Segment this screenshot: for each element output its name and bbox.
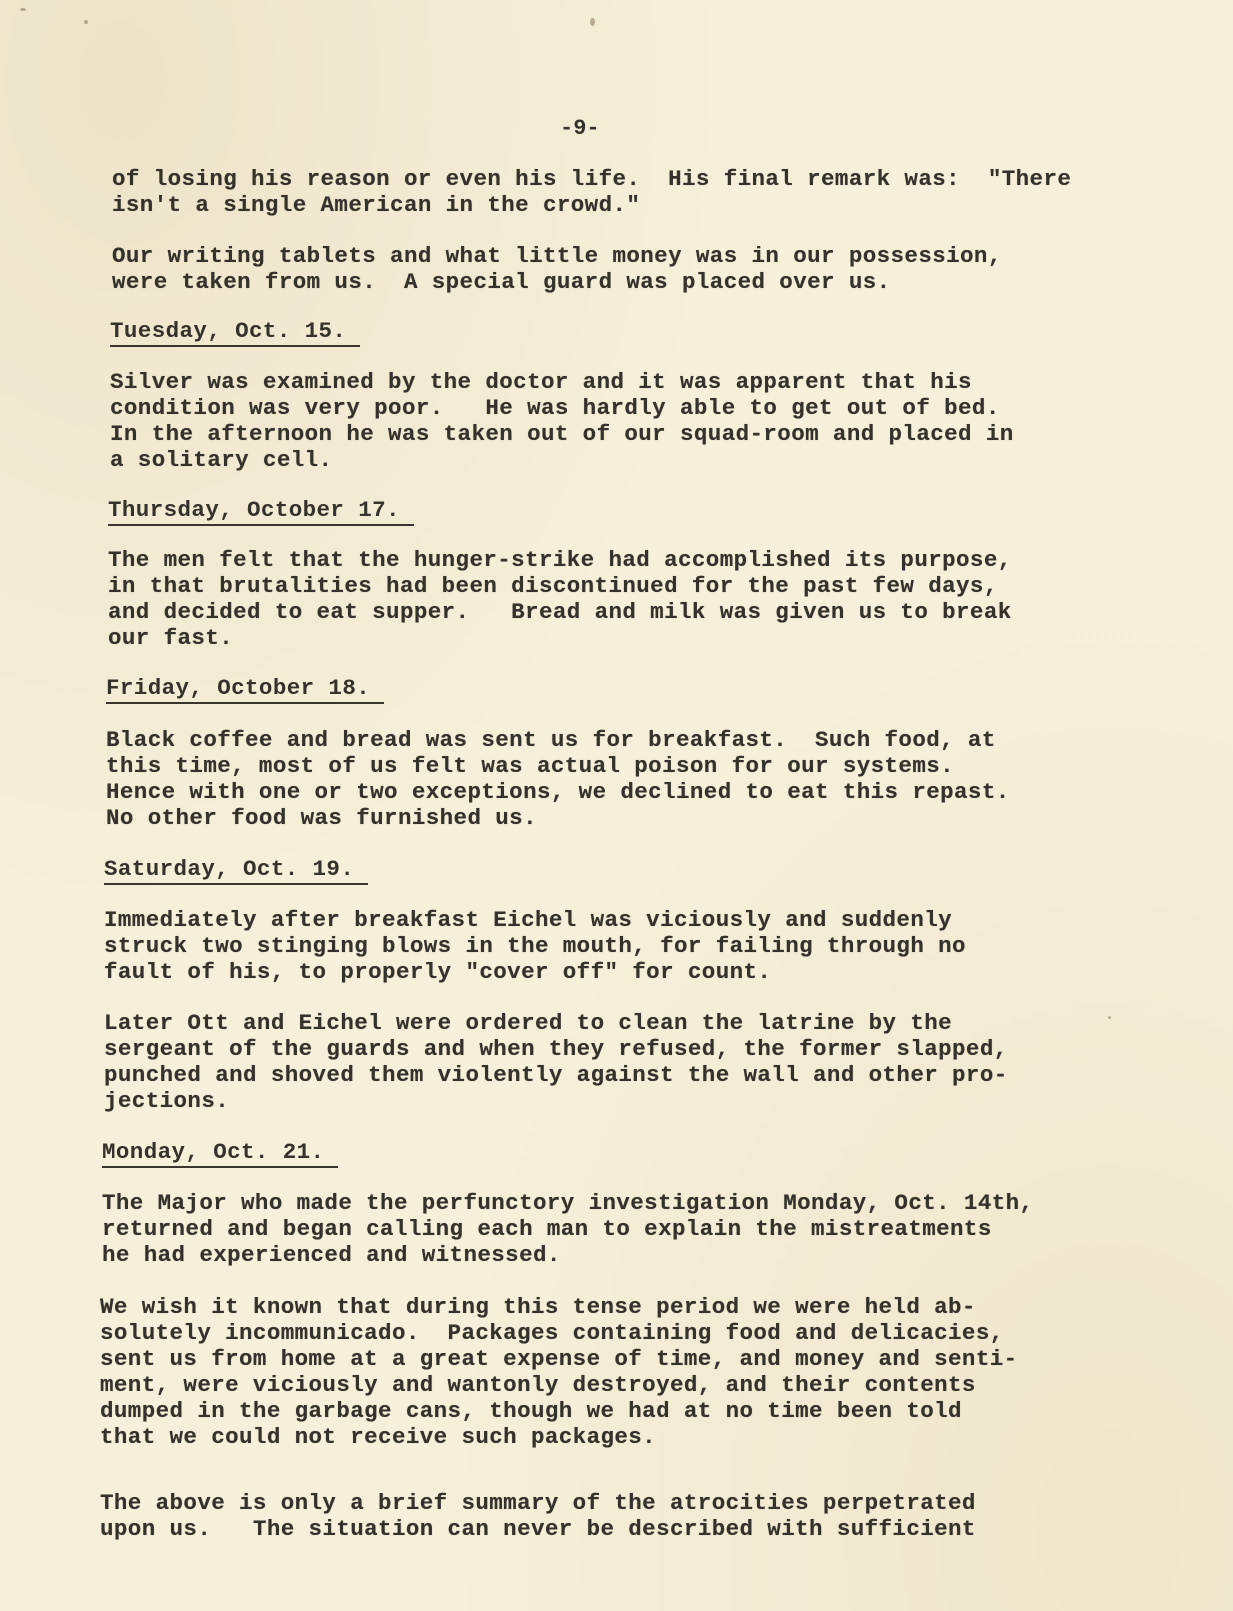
text-line: a solitary cell. bbox=[110, 447, 333, 473]
text-line: upon us. The situation can never be described with sufficient bbox=[100, 1516, 976, 1542]
text-line: In the afternoon he was taken out of our squad-room and placed in bbox=[110, 421, 1014, 447]
paper-speck bbox=[590, 18, 595, 26]
date-heading: Monday, Oct. 21. bbox=[102, 1139, 338, 1168]
text-line: We wish it known that during this tense period we were held ab- bbox=[100, 1294, 976, 1320]
paper-speck bbox=[20, 8, 26, 11]
text-line: fault of his, to properly "cover off" for count. bbox=[104, 959, 772, 985]
text-line: were taken from us. A special guard was placed over us. bbox=[112, 269, 891, 295]
date-heading: Thursday, October 17. bbox=[108, 497, 414, 526]
text-line: our fast. bbox=[108, 625, 234, 651]
text-line: of losing his reason or even his life. His final remark was: "There bbox=[112, 166, 1072, 192]
text-line: returned and began calling each man to explain the mistreatments bbox=[102, 1216, 992, 1242]
text-line: The men felt that the hunger-strike had accomplished its purpose, bbox=[108, 547, 1012, 573]
text-line: this time, most of us felt was actual poison for our systems. bbox=[106, 753, 955, 779]
text-line: dumped in the garbage cans, though we had at no time been told bbox=[100, 1398, 962, 1424]
text-line: in that brutalities had been discontinued for the past few days, bbox=[108, 573, 998, 599]
text-line: punched and shoved them violently against the wall and other pro- bbox=[104, 1062, 1008, 1088]
text-line: struck two stinging blows in the mouth, for failing through no bbox=[104, 933, 966, 959]
text-line: The above is only a brief summary of the atrocities perpetrated bbox=[100, 1490, 976, 1516]
paper-speck bbox=[1108, 1016, 1111, 1019]
text-line: condition was very poor. He was hardly able to get out of bed. bbox=[110, 395, 1000, 421]
text-line: isn't a single American in the crowd." bbox=[112, 192, 641, 218]
date-heading: Friday, October 18. bbox=[106, 675, 384, 704]
text-line: ment, were viciously and wantonly destroyed, and their contents bbox=[100, 1372, 976, 1398]
date-heading: Tuesday, Oct. 15. bbox=[110, 318, 360, 347]
paper-speck bbox=[84, 20, 88, 24]
text-line: he had experienced and witnessed. bbox=[102, 1242, 561, 1268]
text-line: Hence with one or two exceptions, we declined to eat this repast. bbox=[106, 779, 1010, 805]
text-line: Our writing tablets and what little money was in our possession, bbox=[112, 243, 1002, 269]
text-line: Silver was examined by the doctor and it was apparent that his bbox=[110, 369, 972, 395]
text-line: Black coffee and bread was sent us for breakfast. Such food, at bbox=[106, 727, 996, 753]
text-line: jections. bbox=[104, 1088, 230, 1114]
text-line: sent us from home at a great expense of time, and money and senti- bbox=[100, 1346, 1018, 1372]
text-line: No other food was furnished us. bbox=[106, 805, 537, 831]
text-line: Immediately after breakfast Eichel was viciously and suddenly bbox=[104, 907, 953, 933]
text-line: that we could not receive such packages. bbox=[100, 1424, 657, 1450]
text-line: Later Ott and Eichel were ordered to clean the latrine by the bbox=[104, 1010, 953, 1036]
date-heading: Saturday, Oct. 19. bbox=[104, 856, 368, 885]
text-line: solutely incommunicado. Packages containing food and delicacies, bbox=[100, 1320, 1004, 1346]
text-line: and decided to eat supper. Bread and milk was given us to break bbox=[108, 599, 1012, 625]
text-line: sergeant of the guards and when they refused, the former slapped, bbox=[104, 1036, 1008, 1062]
text-line: The Major who made the perfunctory investigation Monday, Oct. 14th, bbox=[102, 1190, 1034, 1216]
page-number: -9- bbox=[560, 116, 600, 141]
